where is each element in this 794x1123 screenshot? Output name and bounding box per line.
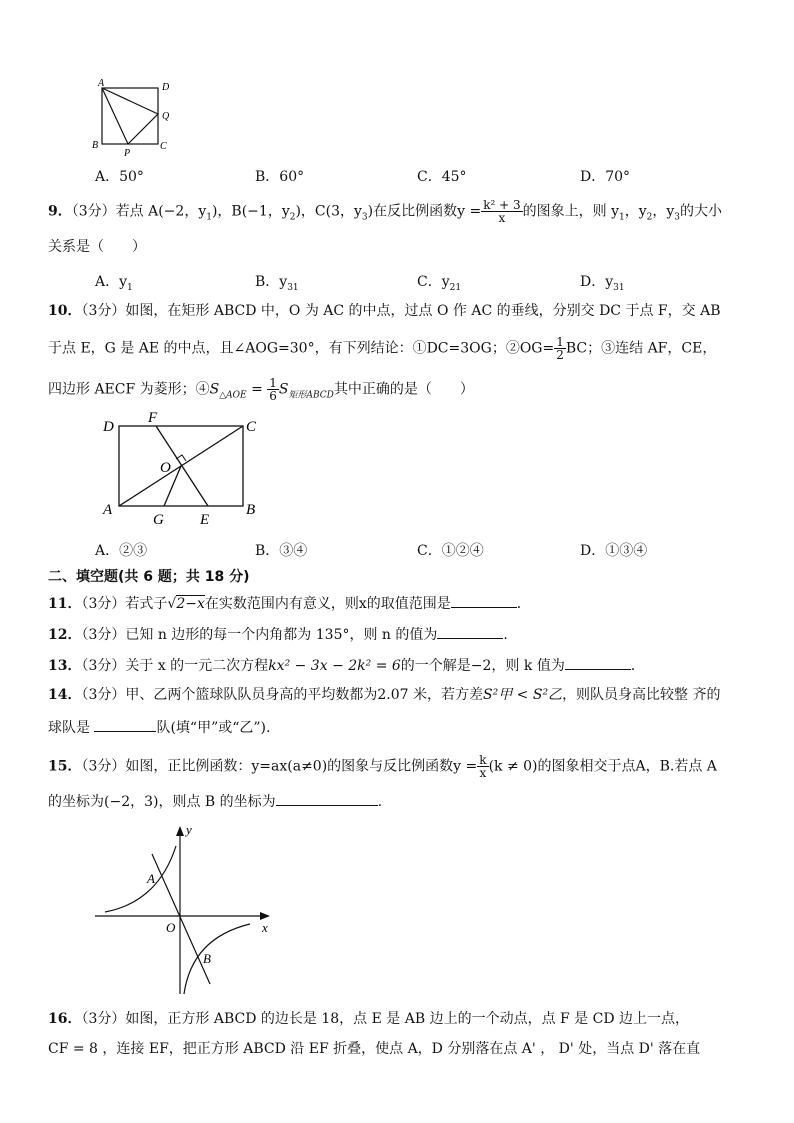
question-12 <box>48 624 508 644</box>
q10-line3-b: 其中正确的是（ ） <box>333 381 474 398</box>
q10-option-a[interactable]: A．②③ <box>95 543 148 559</box>
rect-label-F: F <box>148 410 158 426</box>
q9-option-b-label: B．y <box>255 274 288 290</box>
q11-post: 在实数范围内有意义，则x的取值范围是 <box>204 596 451 612</box>
q10-frac2-num: 1 <box>269 376 277 390</box>
q11-number: 11． <box>48 596 82 612</box>
q9-option-b[interactable] <box>255 271 299 293</box>
section-heading: 二、填空题(共 6 题；共 18 分) <box>48 569 250 585</box>
q9-option-c-label: C．y <box>417 274 450 290</box>
q10-line2-a: 于点 E，G 是 AE 的中点，且∠AOG=30°，有下列结论：①DC=3OG；②OG= <box>48 340 555 357</box>
q12-answer-blank[interactable] <box>437 624 503 639</box>
axis-label-y: y <box>186 822 192 837</box>
question-11 <box>48 593 531 613</box>
q9-text-f: ，y <box>624 203 647 220</box>
q10-fraction <box>554 336 566 361</box>
q10-frac-den: 2 <box>556 348 564 362</box>
question-10 <box>48 302 721 320</box>
question-9 <box>48 199 722 226</box>
q8-option-b[interactable]: B．60° <box>255 169 305 185</box>
q9-text-h: 的大小 <box>680 203 723 220</box>
q9-y1-sub: 1 <box>618 212 625 223</box>
q16-line1: （3分）如图，正方形 ABCD 的边长是 18，点 E 是 AB 边上的一个动点，点 F 是 CD 边上一点， <box>81 1011 690 1027</box>
q10-s2-sub: 矩形ABCD <box>288 390 334 401</box>
q10-number: 10． <box>48 303 82 319</box>
q16-line2: CF = 8 ，连接 EF，把正方形 ABCD 沿 EF 折叠，使点 A，D 分别落在点 A' ， D' 处，当点 D' 落在直 <box>48 1041 701 1057</box>
q14-number: 14． <box>48 687 82 703</box>
square-figure <box>90 76 180 158</box>
q15-answer-blank[interactable] <box>276 791 378 806</box>
label-Q: Q <box>162 111 170 122</box>
q9-text-g: ，y <box>652 203 675 220</box>
q10-line3-a: 四边形 AECF 为菱形；④ <box>48 381 210 398</box>
rectangle-figure <box>96 406 266 528</box>
q9-text-c: )，C(3，y <box>295 203 362 220</box>
q11-end: ． <box>516 596 531 612</box>
q9-fraction <box>481 199 522 224</box>
q14-line1-post: ，则队员身高比较整 齐的 <box>562 687 721 703</box>
q13-end: ． <box>630 658 645 674</box>
origin-label-O: O <box>166 920 176 935</box>
q9-option-d-sub: 31 <box>613 282 625 293</box>
rect-label-G: G <box>153 512 164 528</box>
label-A: A <box>98 78 105 89</box>
rect-label-O: O <box>160 460 171 476</box>
rect-label-C: C <box>246 419 257 435</box>
q13-number: 13． <box>48 658 82 674</box>
rect-label-B: B <box>246 502 256 518</box>
question-13 <box>48 655 645 675</box>
axis-label-x: x <box>262 920 268 935</box>
q15-line2-pre: 的坐标为(−2，3)，则点 B 的坐标为 <box>48 794 276 810</box>
q13-answer-blank[interactable] <box>565 655 631 670</box>
q10-fraction2 <box>267 377 279 402</box>
q9-frac-den: x <box>498 211 506 225</box>
q15-line2-end: . <box>377 794 383 810</box>
q12-number: 12． <box>48 627 82 643</box>
q12-pre: （3分）已知 n 边形的每一个内角都为 135°，则 n 的值为 <box>81 627 438 643</box>
q8-option-a[interactable]: A．50° <box>95 169 144 185</box>
q13-equation: kx² − 3x − 2k² = 6 <box>268 658 401 674</box>
coordinate-figure <box>90 822 280 1000</box>
q10-frac2-den: 6 <box>269 389 277 403</box>
q10-line1: （3分）如图，在矩形 ABCD 中，O 为 AC 的中点，过点 O 作 AC 的垂线，分别交 DC 于点 F，交 AB <box>81 303 721 319</box>
q15-line1-pre: （3分）如图，正比例函数：y=ax(a≠0)的图象与反比例函数y = <box>81 758 478 775</box>
q12-end: . <box>503 627 508 643</box>
question-14 <box>48 686 721 704</box>
point-label-A: A <box>147 871 155 886</box>
q11-pre: （3分）若式子 <box>81 596 168 612</box>
question-16 <box>48 1010 689 1028</box>
q15-frac-num: k <box>479 753 487 767</box>
q15-frac-den: x <box>479 766 487 780</box>
label-C: C <box>160 141 167 152</box>
q9-option-d[interactable] <box>580 271 625 293</box>
q10-line3 <box>48 377 474 404</box>
q9-option-a[interactable] <box>95 271 133 293</box>
q14-line2-pre: 球队是 <box>48 720 95 736</box>
q11-radicand: 2−x <box>176 596 205 612</box>
label-P: P <box>124 148 131 158</box>
q9-frac-num: k² + 3 <box>483 198 521 212</box>
q9-option-b-sub: 31 <box>287 282 299 293</box>
q9-text-d: )在反比例函数y = <box>367 203 482 220</box>
q10-eq: = <box>246 381 268 398</box>
q9-sub-2: 2 <box>289 212 296 223</box>
q9-y2-sub: 2 <box>646 212 653 223</box>
q10-s2-label: S <box>278 381 289 398</box>
q16-number: 16． <box>48 1011 82 1027</box>
q10-s-sub: △AOE <box>219 390 247 401</box>
point-label-B: B <box>203 951 211 966</box>
q9-sub-1: 1 <box>206 212 212 223</box>
q10-frac-num: 1 <box>556 335 564 349</box>
rect-label-D: D <box>103 419 114 435</box>
q15-line1-mid: (k ≠ 0)的图象相交于点A，B.若点 A <box>488 758 717 775</box>
q14-line2-post: 队(填“甲”或“乙”). <box>156 720 271 736</box>
q10-line2-b: BC；③连结 AF，CE， <box>565 340 717 357</box>
q9-option-d-label: D．y <box>580 274 614 290</box>
rect-label-E: E <box>200 512 210 528</box>
q11-answer-blank[interactable] <box>451 593 517 608</box>
label-B: B <box>92 140 99 151</box>
q9-text-b: )，B(−1，y <box>211 203 290 220</box>
q9-text-e: 的图象上，则 y <box>522 203 619 220</box>
q10-line2 <box>48 336 716 361</box>
q9-option-a-label: A．y <box>95 274 128 290</box>
q9-line2: 关系是（ ） <box>48 239 146 255</box>
q9-option-c-sub: 21 <box>449 282 462 293</box>
q10-s-label: S <box>209 381 220 398</box>
q15-fraction <box>477 754 488 779</box>
q8-option-c[interactable]: C．45° <box>417 169 467 185</box>
q10-option-d[interactable]: D．①③④ <box>580 543 648 559</box>
q14-variance: S²甲 < S²乙 <box>483 687 563 703</box>
q13-pre: （3分）关于 x 的一元二次方程 <box>81 658 269 674</box>
q9-sub-3: 3 <box>361 212 368 223</box>
question-15 <box>48 754 717 779</box>
q15-line2 <box>48 791 382 811</box>
q9-option-c[interactable] <box>417 271 461 293</box>
q9-number: 9． <box>48 203 72 220</box>
q9-text-a: （3分）若点 A(−2，y <box>71 203 207 220</box>
q10-option-c[interactable]: C．①②④ <box>417 543 484 559</box>
q8-option-d[interactable]: D．70° <box>580 169 631 185</box>
q15-number: 15． <box>48 758 82 775</box>
q10-option-b[interactable]: B．③④ <box>255 543 308 559</box>
q9-option-a-sub: 1 <box>127 282 133 293</box>
q14-answer-blank[interactable] <box>94 717 156 732</box>
label-D: D <box>162 82 170 93</box>
q14-line1-pre: （3分）甲、乙两个篮球队队员身高的平均数都为2.07 米，若方差 <box>81 687 484 703</box>
rect-label-A: A <box>103 502 113 518</box>
q13-post: 的一个解是−2，则 k 值为 <box>400 658 565 674</box>
q14-line2 <box>48 717 270 737</box>
q9-y3-sub: 3 <box>674 212 681 223</box>
q11-sqrt: √2−x <box>167 596 205 612</box>
